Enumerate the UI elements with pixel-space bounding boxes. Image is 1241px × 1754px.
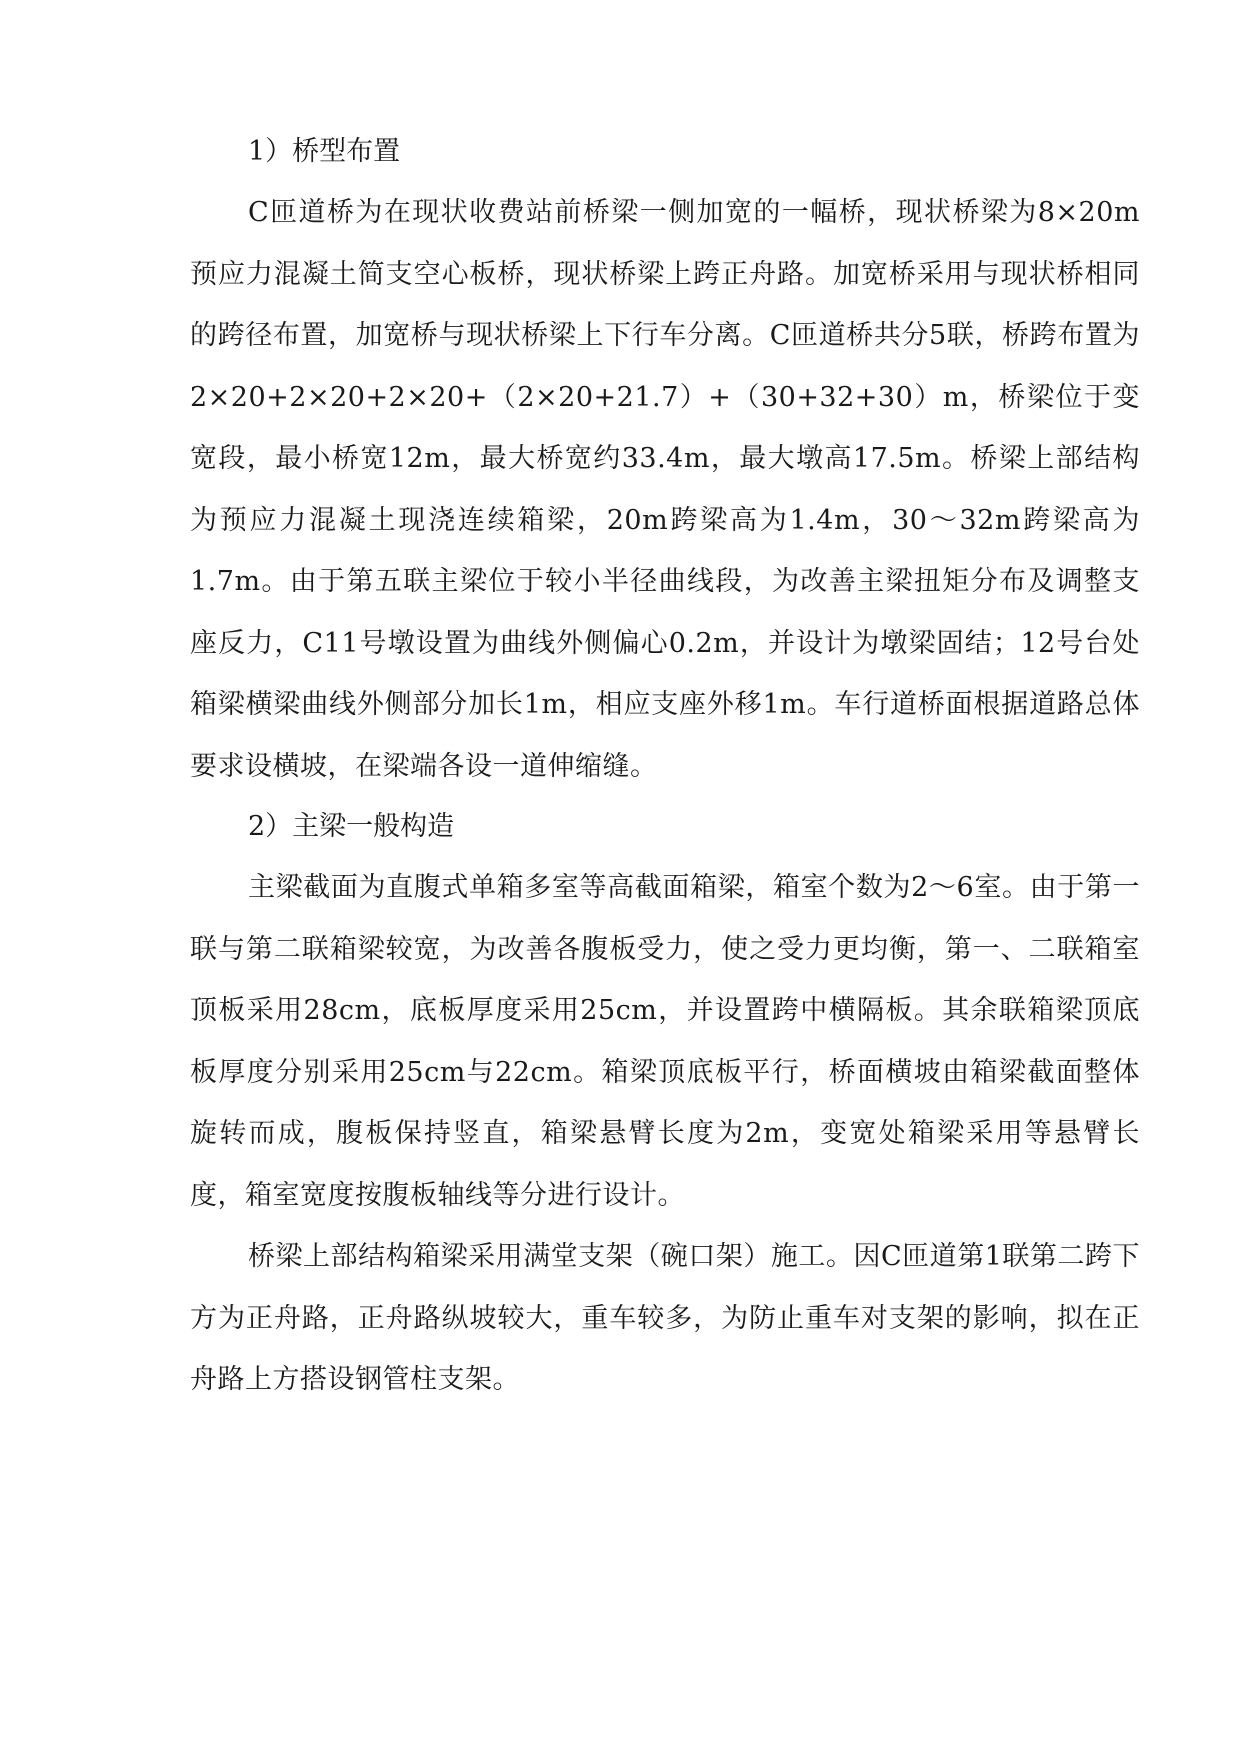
section-heading-bridge-layout: 1）桥型布置 xyxy=(248,136,401,167)
document-body xyxy=(190,122,1140,1411)
paragraph-bridge-layout: C匝道桥为在现状收费站前桥梁一侧加宽的一幅桥，现状桥梁为8×20m预应力混凝土简支空心板桥，现状桥梁上跨正舟路。加宽桥采用与现状桥相同的跨径布置，加宽桥与现状桥梁上下行车分离。C匝道桥共分5联，桥跨布置为2×20+2×20+2×20+（2×20+21.7）+（30+32+30）m，桥梁位于变宽段，最小桥宽12m，最大桥宽约33.4m，最大墩高17.5m。桥梁上部结构为预应力混凝土现浇连续箱梁，20m跨梁高为1.4m，30～32m跨梁高为1.7m。由于第五联主梁位于较小半径曲线段，为改善主梁扭矩分布及调整支座反力，C11号墩设置为曲线外侧偏心0.2m，并设计为墩梁固结；12号台处箱梁横梁曲线外侧部分加长1m，相应支座外移1m。车行道桥面根据道路总体要求设横坡，在梁端各设一道伸缩缝。 xyxy=(190,197,1140,782)
paragraph-construction-support: 桥梁上部结构箱梁采用满堂支架（碗口架）施工。因C匝道第1联第二跨下方为正舟路，正舟路纵坡较大，重车较多，为防止重车对支架的影响，拟在正舟路上方搭设钢管柱支架。 xyxy=(190,1241,1140,1395)
paragraph-main-girder-section: 主梁截面为直腹式单箱多室等高截面箱梁，箱室个数为2～6室。由于第一联与第二联箱梁较宽，为改善各腹板受力，使之受力更均衡，第一、二联箱室顶板采用28cm，底板厚度采用25cm，并设置跨中横隔板。其余联箱梁顶底板厚度分别采用25cm与22cm。箱梁顶底板平行，桥面横坡由箱梁截面整体旋转而成，腹板保持竖直，箱梁悬臂长度为2m，变宽处箱梁采用等悬臂长度，箱室宽度按腹板轴线等分进行设计。 xyxy=(190,872,1140,1211)
section-heading-main-girder: 2）主梁一般构造 xyxy=(248,811,455,842)
